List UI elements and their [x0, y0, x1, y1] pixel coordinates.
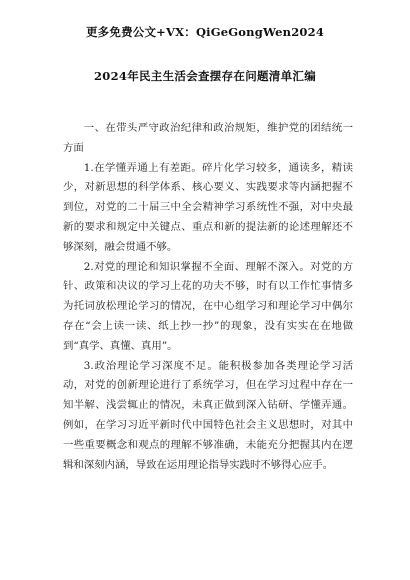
document-title: 2024年民主生活会查摆存在问题清单汇编: [93, 69, 316, 83]
document-body: [63, 119, 353, 475]
section-heading: 一、在带头严守政治纪律和政治规矩，维护党的团结统一方面: [63, 122, 353, 154]
promo-header: 更多免费公文+VX：QiGeGongWen2024: [85, 25, 325, 39]
paragraph-item-1: 1.在学懂弄通上有差距。碎片化学习较多，通读多，精读少，对新思想的科学体系、核心要义、实践要求等内涵把握不到位，对党的二十届三中全会精神学习系统性不强，对中央最新的要求和规定中关键点、重点和新的提法新的论述理解还不够深刻，融会贯通不够。: [63, 161, 353, 253]
paragraph-item-3: 3.政治理论学习深度不足。能积极参加各类理论学习活动，对党的创新理论进行了系统学习，但在学习过程中存在一知半解、浅尝辄止的情况，未真正做到深入钻研、学懂弄通。例如，在学习习近平新时代中国特色社会主义思想时，对其中一些重要概念和观点的理解不够准确，未能充分把握其内在逻辑和深刻内涵，导致在运用理论指导实践时不够得心应手。: [63, 359, 353, 471]
paragraph-item-2: 2.对党的理论和知识掌握不全面、理解不深入。对党的方针、政策和决议的学习上花的功夫不够，时有以工作忙事情多为托词放松理论学习的情况，在中心组学习和理论学习中偶尔存在“会上读一读、纸上抄一抄”的现象，没有实实在在地做到“真学、真懂、真用”。: [63, 260, 353, 352]
